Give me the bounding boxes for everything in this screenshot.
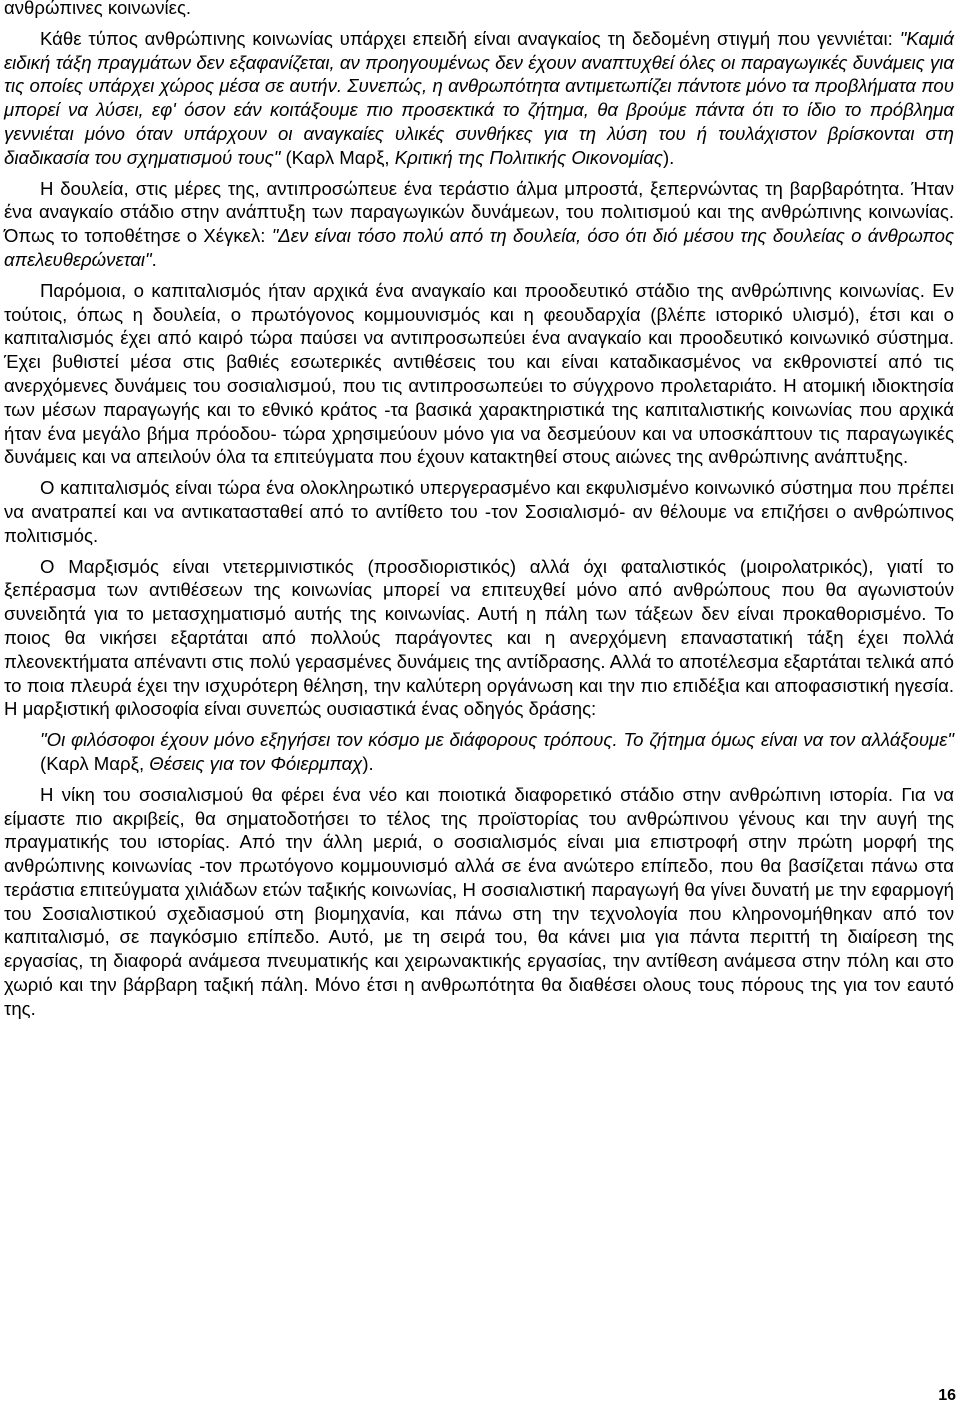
paragraph-text: Η δουλεία, στις μέρες της, αντιπροσώπευε ένα τεράστιο άλμα μπροστά, ξεπερνώντας τη βαρβαρότητα. Ήταν ένα αναγκαίο στάδιο στην ανάπτυξη των παραγωγικών δυνάμεων, του πολιτισμού και της ανθρώπινης κοινωνίας. Όπως το τοποθέτησε ο Χέγκελ: <box>4 177 954 247</box>
paragraph-text: Παρόμοια, ο καπιταλισμός ήταν αρχικά ένα αναγκαίο και προοδευτικό στάδιο της ανθρώπινης κοινωνίας. Εν τούτοις, όπως η δουλεία, ο πρωτόγονος κομμουνισμός και η φεουδαρχία (βλέπε ιστορικό υλισμό), έτσι και ο καπιταλισμός έχει από καιρό τώρα παύσει να αντιπροσωπεύει ένα αναγκαίο και προοδευτικό κοινωνικό σύστημα. Έχει βυθιστεί μέσα στις βαθιές εσωτερικές αντιθέσεις του και είναι καταδικασμένος να εκθρονιστεί από τις ανερχόμενες δυνάμεις του σοσιαλισμού, που τις αντιπροσωπεύει το σύγχρονο προλεταριάτο. Η ατομική ιδιοκτησία των μέσων παραγωγής και το εθνικό κράτος -τα βασικά χαρακτηριστικά της καπιταλιστικής κοινωνίας που αρχικά ήταν ένα μεγάλο βήμα πρόοδου- τώρα χρησιμεύουν μόνο για να δεσμεύουν και να υποσκάπτουν τις παραγωγικές δυνάμεις και να απειλούν όλα τα επιτεύγματα που έχουν κατακτηθεί στους αιώνες της ανθρώπινης ανάπτυξης. <box>4 279 954 468</box>
paragraph-every-society <box>4 27 954 170</box>
paragraph-marxism-determinist <box>4 555 954 722</box>
paragraph-text: Κάθε τύπος ανθρώπινης κοινωνίας υπάρχει επειδή είναι αναγκαίος τη δεδομένη στιγμή που γεννιέται: <box>40 27 900 49</box>
hegel-quote: "Δεν είναι τόσο πολύ από τη δουλεία, όσο ότι διό μέσου της δουλείας ο άνθρωπος απελευθερώνεται" <box>4 225 955 270</box>
citation-text: ). <box>362 752 374 774</box>
paragraph-socialism-victory <box>4 783 954 1021</box>
document-page <box>4 0 954 1028</box>
paragraph-slavery <box>4 177 954 272</box>
citation-text: ). <box>662 146 675 168</box>
paragraph-text: ανθρώπινες κοινωνίες. <box>4 0 192 18</box>
book-title: Κριτική της Πολιτικής Οικονομίας <box>394 146 663 168</box>
paragraph-feuerbach-quote <box>4 728 954 776</box>
paragraph-text: Η νίκη του σοσιαλισμού θα φέρει ένα νέο και ποιοτικά διαφορετικό στάδιο στην ανθρώπινη ιστορία. Για να είμαστε πιο ακριβείς, θα σηματοδοτήσει το τέλος της προϊστορίας του ανθρώπινου γένους και την αυγή της πραγματικής του ιστορίας. Από την άλλη μεριά, ο σοσιαλισμός είναι μια επιστροφή στην πρώτη μορφή της ανθρώπινης κοινωνίας -τον πρωτόγονο κομμουνισμό αλλά σε ένα ανώτερο επίπεδο, που θα βασίζεται πάνω στα τεράστια επιτεύγματα χιλιάδων ετών ταξικής κοινωνίας, Η σοσιαλιστική παραγωγή θα γίνει δυνατή με την εφαρμογή του Σοσιαλιστικού σχεδιασμού στη βιομηχανία, και πάνω στη την τεχνολογία που κληρονομήθηκαν από τον καπιταλισμό, σε παγκόσμιο επίπεδο. Αυτό, με τη σειρά του, θα κάνει μια για πάντα περιττή τη διαίρεση της εργασίας, τη διαφορά ανάμεσα πνευματικής και χειρωνακτικής εργασίας, την αντίθεση ανάμεσα στην πόλη και στο χωριό και την βάρβαρη ταξική πάλη. Μόνο έτσι η ανθρωπότητα θα διαθέσει ολους τους πόρους της για τον εαυτό της. <box>4 783 954 1019</box>
paragraph-text: Ο Μαρξισμός είναι ντετερμινιστικός (προσδιοριστικός) αλλά όχι φαταλιστικός (μοιρολατρικός), γιατί το ξεπέρασμα των αντιθέσεων της κοινωνίας μπορεί να επιτευχθεί μόνο από ανθρώπους που θα αγωνιστούν συνειδητά για το μετασχηματισμό αυτής της κοινωνίας. Αυτή η πάλη των τάξεων δεν είναι προκαθορισμένο. Το ποιος θα νικήσει εξαρτάται από πολλούς παράγοντες και η ανερχόμενη επαναστατική τάξη έχει πολλά πλεονεκτήματα απέναντι στις πολύ γερασμένες δυνάμεις της αντίδρασης. Αλλά το αποτέλεσμα εξαρτάται τελικά από το ποια πλευρά έχει την ισχυρότερη θέληση, την καλύτερη οργάνωση και την πιο επιδέξια και αποφασιστική ηγεσία. Η μαρξιστική φιλοσοφία είναι συνεπώς ουσιαστικά ένας οδηγός δράσης: <box>4 555 954 720</box>
marx-quote: "Οι φιλόσοφοι έχουν μόνο εξηγήσει τον κόσμο με διάφορους τρόπους. Το ζήτημα όμως είναι να τον αλλάξουμε" <box>40 729 954 751</box>
paragraph-capitalism-now <box>4 476 954 547</box>
book-title: Θέσεις για τον Φόιερμπαχ <box>149 752 363 774</box>
citation-text: (Καρλ Μαρξ, <box>280 146 395 168</box>
page-number: 16 <box>938 1387 956 1404</box>
marx-quote: "Καμιά ειδική τάξη πραγμάτων δεν εξαφανίζεται, αν προηγουμένως δεν έχουν αναπτυχθεί όλες οι παραγωγικές δυνάμεις για τις οποίες υπάρχει χώρος μέσα σε αυτήν. Συνεπώς, η ανθρωπότητα αντιμετωπίζει πάντοτε μόνο τα προβλήματα που μπορεί να λύσει, εφ' όσον εάν κοιτάξουμε πιο προσεκτικά το ζήτημα, θα βρούμε πάντα ότι το ίδιο το πρόβλημα γεννιέται μόνο όταν υπάρχουν οι αναγκαίες υλικές συνθήκες για τη λύση του ή τουλάχιστον βρίσκονται στη διαδικασία του σχηματισμού τους" <box>4 27 954 168</box>
paragraph-text: . <box>151 248 157 270</box>
citation-text: (Καρλ Μαρξ, <box>40 752 150 774</box>
paragraph-text: Ο καπιταλισμός είναι τώρα ένα ολοκληρωτικό υπεργερασμένο και εκφυλισμένο κοινωνικό σύστημα που πρέπει να ανατραπεί και να αντικατασταθεί από το αντίθετο του -τον Σοσιαλισμό- αν θέλουμε να επιζήσει ο ανθρώπινος πολιτισμός. <box>4 477 954 546</box>
paragraph-capitalism-stage <box>4 279 954 469</box>
paragraph-continuation <box>4 0 954 20</box>
